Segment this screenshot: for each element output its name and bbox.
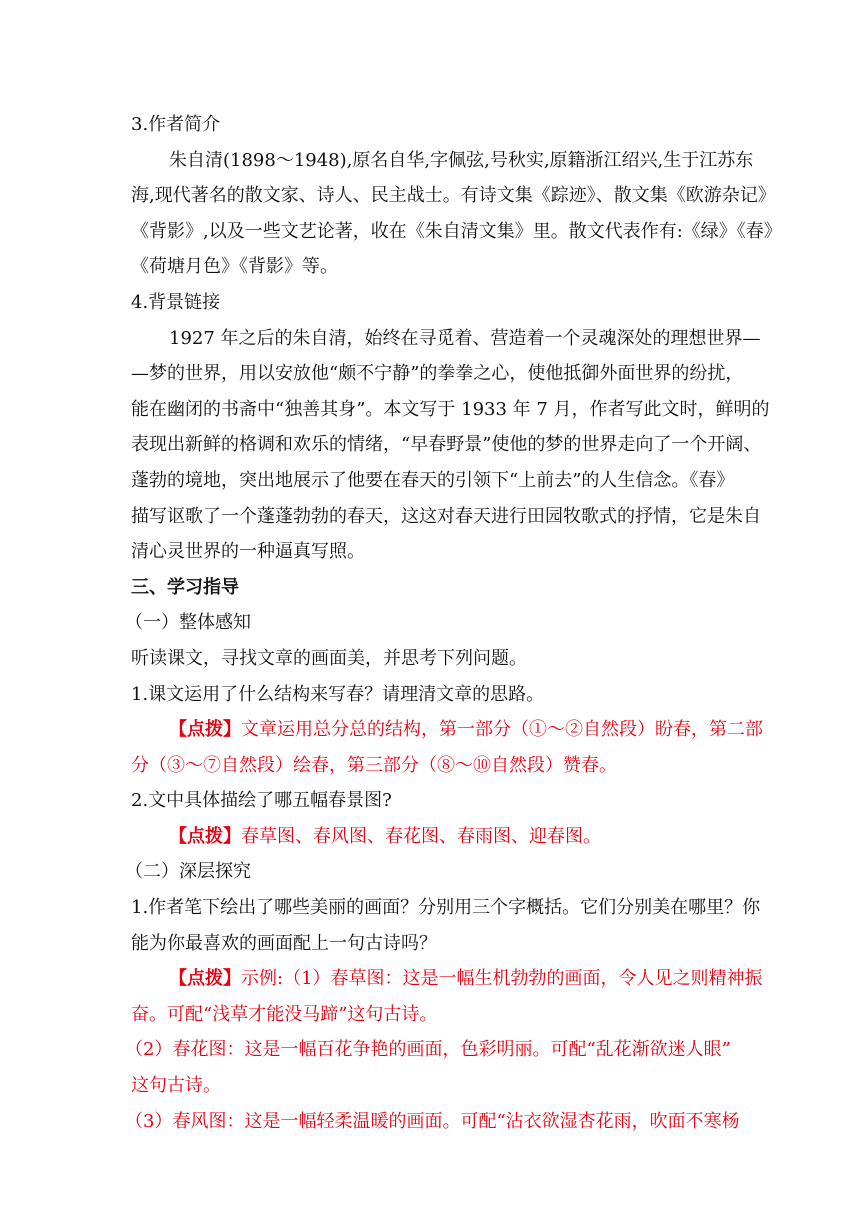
answer-1-line <box>131 712 763 748</box>
background-paragraph-line: 清心灵世界的一种逼真写照。 <box>131 541 365 563</box>
question-1: 1.课文运用了什么结构来写春？请理清文章的思路。 <box>131 683 545 705</box>
answer-1-line: 分（③～⑦自然段）绘春，第三部分（⑧～⑩自然段）赞春。 <box>131 754 617 776</box>
document-page <box>125 107 782 1139</box>
answer-3-line: （3）春风图：这是一幅轻柔温暖的画面。可配“沾衣欲湿杏花雨，吹面不寒杨 <box>125 1110 740 1132</box>
answer-2-text: 春草图、春风图、春花图、春雨图、迎春图。 <box>241 825 601 847</box>
section-title-author: 3.作者简介 <box>131 114 221 135</box>
hint-tag: 【点拨】 <box>169 968 241 990</box>
author-paragraph-line: 朱自清(1898～1948),原名自华,字佩弦,号秋实,原籍浙江绍兴,生于江苏东 <box>169 149 754 171</box>
question-3-line: 能为你最喜欢的画面配上一句古诗吗？ <box>131 932 437 954</box>
background-paragraph-line: 能在幽闭的书斋中“独善其身”。本文写于 1933 年 7 月，作者写此文时，鲜明的 <box>131 398 770 420</box>
background-paragraph-line: 表现出新鲜的格调和欢乐的情绪，“早春野景”使他的梦的世界走向了一个开阔、 <box>131 434 762 456</box>
answer-3-line: 奋。可配“浅草才能没马蹄”这句古诗。 <box>131 1003 438 1025</box>
answer-3-text: 示例:（1）春草图：这是一幅生机勃勃的画面，令人见之则精神振 <box>241 968 763 990</box>
background-paragraph-line: 描写讴歌了一个蓬蓬勃勃的春天，这这对春天进行田园牧歌式的抒情，它是朱自 <box>131 505 761 527</box>
author-paragraph-line: 《背影》,以及一些文艺论著，收在《朱自清文集》里。散文代表作有:《绿》《春》 <box>131 220 782 242</box>
question-3-line: 1.作者笔下绘出了哪些美丽的画面？分别用三个字概括。它们分别美在哪里？你 <box>131 897 761 919</box>
hint-tag: 【点拨】 <box>169 825 241 847</box>
answer-3-line: 这句古诗。 <box>131 1075 221 1097</box>
author-paragraph-line: 《荷塘月色》《背影》等。 <box>131 256 338 278</box>
background-paragraph-line: 蓬勃的境地，突出地展示了他要在春天的引领下“上前去”的人生信念。《春》 <box>131 469 735 491</box>
background-paragraph-line: —梦的世界，用以安放他“颇不宁静”的拳拳之心，使他抵御外面世界的纷扰， <box>131 363 744 385</box>
hint-tag: 【点拨】 <box>169 719 241 741</box>
intro-text: 听读课文，寻找文章的画面美，并思考下列问题。 <box>131 647 527 669</box>
answer-2-line <box>131 819 741 855</box>
subheading-deep: （二）深层探究 <box>125 861 251 883</box>
subheading-overall: （一）整体感知 <box>125 612 251 634</box>
background-paragraph-line: 1927 年之后的朱自清，始终在寻觅着、营造着一个灵魂深处的理想世界— <box>169 327 761 349</box>
question-2: 2.文中具体描绘了哪五幅春景图? <box>131 790 392 812</box>
answer-1-text: 文章运用总分总的结构，第一部分（①～②自然段）盼春，第二部 <box>241 719 763 741</box>
answer-3-line <box>131 961 763 997</box>
author-paragraph-line: 海,现代著名的散文家、诗人、民主战士。有诗文集《踪迹》、散文集《欧游杂记》 <box>131 185 776 207</box>
answer-3-line: （2）春花图：这是一幅百花争艳的画面，色彩明丽。可配“乱花渐欲迷人眼” <box>125 1039 731 1061</box>
section-title-background: 4.背景链接 <box>131 291 221 313</box>
heading-study-guide: 三、学习指导 <box>131 576 239 598</box>
